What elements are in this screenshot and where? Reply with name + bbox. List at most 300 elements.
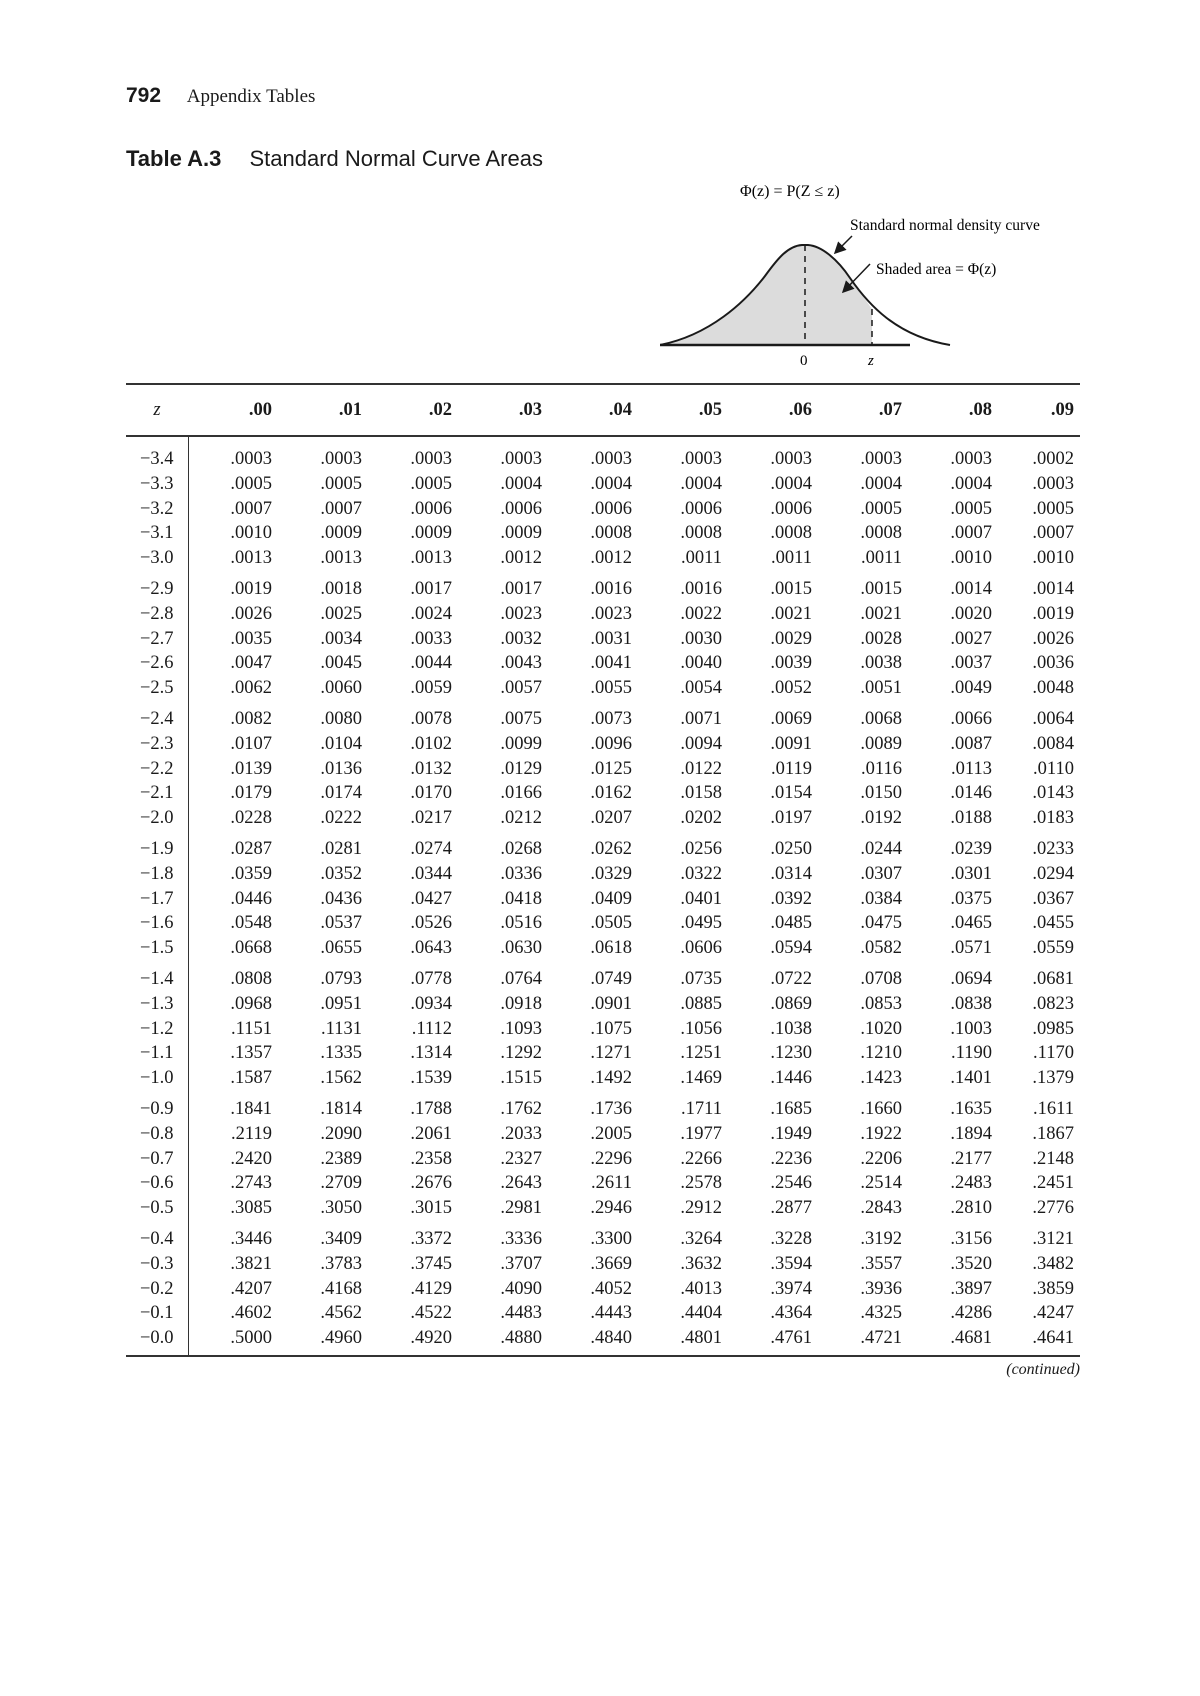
probability-cell: .0143	[1032, 783, 1074, 804]
probability-cell: .0436	[320, 888, 362, 909]
z-value-cell: −2.8	[126, 602, 188, 627]
probability-cell: .1379	[1032, 1068, 1074, 1089]
z-value-cell: −1.4	[126, 961, 188, 992]
probability-cell: .0233	[1032, 838, 1074, 859]
probability-cell: .0228	[230, 808, 272, 829]
table-row	[126, 521, 1080, 546]
probability-cell: .1292	[500, 1043, 542, 1064]
probability-cell: .0239	[950, 838, 992, 859]
probability-cell: .0853	[860, 993, 902, 1014]
probability-cell: .3192	[860, 1228, 902, 1249]
probability-cell: .2296	[590, 1148, 632, 1169]
probability-cell: .0011	[861, 548, 902, 569]
probability-cell: .3085	[230, 1198, 272, 1219]
z-value-cell: −0.1	[126, 1301, 188, 1326]
table-row	[126, 1277, 1080, 1302]
probability-cell: .1170	[1033, 1043, 1074, 1064]
probability-cell: .3228	[770, 1228, 812, 1249]
probability-cell: .1423	[860, 1068, 902, 1089]
probability-cell: .0107	[230, 733, 272, 754]
probability-cell: .0003	[500, 449, 542, 469]
table-label: Table A.3	[126, 146, 222, 171]
table-row	[126, 862, 1080, 887]
z-value-cell: −3.3	[126, 472, 188, 497]
probability-cell: .4522	[410, 1303, 452, 1324]
probability-cell: .2643	[500, 1173, 542, 1194]
probability-cell: .1635	[950, 1098, 992, 1119]
probability-cell: .0384	[860, 888, 902, 909]
probability-cell: .0016	[590, 578, 632, 599]
table-row	[126, 781, 1080, 806]
z-value-cell: −0.7	[126, 1147, 188, 1172]
z-value-cell: −2.0	[126, 806, 188, 831]
probability-cell: .2327	[500, 1148, 542, 1169]
probability-cell: .0087	[950, 733, 992, 754]
probability-cell: .0708	[860, 968, 902, 989]
probability-cell: .0003	[320, 449, 362, 469]
probability-cell: .1271	[590, 1043, 632, 1064]
table-bottom-rule	[126, 1355, 1080, 1357]
probability-cell: .0446	[230, 888, 272, 909]
probability-cell: .2420	[230, 1148, 272, 1169]
probability-cell: .0011	[771, 548, 812, 569]
probability-cell: .0024	[410, 603, 452, 624]
probability-cell: .0041	[590, 653, 632, 674]
probability-cell: .0013	[410, 548, 452, 569]
probability-cell: .4761	[770, 1328, 812, 1349]
probability-cell: .0004	[860, 473, 902, 494]
table-row	[126, 806, 1080, 831]
probability-cell: .4364	[770, 1303, 812, 1324]
probability-cell: .3745	[410, 1253, 452, 1274]
probability-cell: .0222	[320, 808, 362, 829]
probability-cell: .1469	[680, 1068, 722, 1089]
probability-cell: .0005	[950, 498, 992, 519]
z-value-cell: −2.4	[126, 701, 188, 732]
probability-cell: .0375	[950, 888, 992, 909]
probability-cell: .1335	[320, 1043, 362, 1064]
probability-cell: .0013	[230, 548, 272, 569]
probability-cell: .0418	[500, 888, 542, 909]
probability-cell: .2206	[860, 1148, 902, 1169]
probability-cell: .0006	[770, 498, 812, 519]
probability-cell: .0102	[410, 733, 452, 754]
probability-cell: .0005	[410, 473, 452, 494]
probability-cell: .0054	[680, 678, 722, 699]
probability-cell: .1894	[950, 1123, 992, 1144]
probability-cell: .0823	[1032, 993, 1074, 1014]
probability-cell: .0033	[410, 628, 452, 649]
probability-cell: .1922	[860, 1123, 902, 1144]
probability-cell: .4681	[950, 1328, 992, 1349]
probability-cell: .0005	[230, 473, 272, 494]
shaded-area-label: Shaded area = Φ(z)	[876, 261, 997, 278]
probability-cell: .0052	[770, 678, 812, 699]
probability-cell: .1210	[860, 1043, 902, 1064]
probability-cell: .0064	[1032, 708, 1074, 729]
probability-cell: .0007	[230, 498, 272, 519]
probability-cell: .4960	[320, 1328, 362, 1349]
probability-cell: .3707	[500, 1253, 542, 1274]
probability-cell: .0010	[230, 523, 272, 544]
probability-cell: .0057	[500, 678, 542, 699]
probability-cell: .4052	[590, 1278, 632, 1299]
probability-cell: .1131	[321, 1018, 362, 1039]
probability-cell: .0080	[320, 708, 362, 729]
probability-cell: .0207	[590, 808, 632, 829]
probability-cell: .0367	[1032, 888, 1074, 909]
probability-cell: .0051	[860, 678, 902, 699]
column-header: .03	[518, 399, 542, 420]
probability-cell: .0188	[950, 808, 992, 829]
normal-curve-diagram	[660, 178, 1090, 378]
probability-cell: .0516	[500, 913, 542, 934]
probability-cell: .3669	[590, 1253, 632, 1274]
probability-cell: .1762	[500, 1098, 542, 1119]
probability-cell: .0084	[1032, 733, 1074, 754]
probability-cell: .3557	[860, 1253, 902, 1274]
probability-cell: .0043	[500, 653, 542, 674]
probability-cell: .0008	[590, 523, 632, 544]
probability-cell: .3300	[590, 1228, 632, 1249]
probability-cell: .0023	[590, 603, 632, 624]
probability-cell: .1112	[411, 1018, 452, 1039]
table-row	[126, 1017, 1080, 1042]
probability-cell: .4168	[320, 1278, 362, 1299]
probability-cell: .0073	[590, 708, 632, 729]
probability-cell: .4880	[500, 1328, 542, 1349]
probability-cell: .0630	[500, 938, 542, 959]
page-header	[126, 84, 315, 108]
probability-cell: .4483	[500, 1303, 542, 1324]
probability-cell: .0003	[680, 449, 722, 469]
probability-cell: .0764	[500, 968, 542, 989]
probability-cell: .4602	[230, 1303, 272, 1324]
z-value-cell: −1.2	[126, 1017, 188, 1042]
probability-cell: .0003	[410, 449, 452, 469]
probability-cell: .0069	[770, 708, 812, 729]
probability-cell: .1587	[230, 1068, 272, 1089]
z-value-cell: −0.5	[126, 1196, 188, 1221]
probability-cell: .2033	[500, 1123, 542, 1144]
probability-cell: .2514	[860, 1173, 902, 1194]
probability-cell: .3050	[320, 1198, 362, 1219]
probability-cell: .0262	[590, 838, 632, 859]
probability-cell: .0034	[320, 628, 362, 649]
probability-cell: .0055	[590, 678, 632, 699]
probability-cell: .0089	[860, 733, 902, 754]
table-row	[126, 651, 1080, 676]
probability-cell: .0003	[950, 449, 992, 469]
column-header: .04	[608, 399, 632, 420]
probability-cell: .0059	[410, 678, 452, 699]
probability-cell: .0021	[860, 603, 902, 624]
probability-cell: .0004	[590, 473, 632, 494]
probability-cell: .0014	[1032, 578, 1074, 599]
probability-cell: .0011	[681, 548, 722, 569]
probability-cell: .0008	[860, 523, 902, 544]
probability-cell: .0934	[410, 993, 452, 1014]
probability-cell: .1711	[681, 1098, 722, 1119]
probability-cell: .4801	[680, 1328, 722, 1349]
table-row	[126, 472, 1080, 497]
probability-cell: .1867	[1032, 1123, 1074, 1144]
probability-cell: .0537	[320, 913, 362, 934]
z-value-cell: −2.5	[126, 676, 188, 701]
probability-cell: .0017	[500, 578, 542, 599]
probability-cell: .1038	[770, 1018, 812, 1039]
probability-cell: .0044	[410, 653, 452, 674]
probability-cell: .1357	[230, 1043, 272, 1064]
probability-cell: .0918	[500, 993, 542, 1014]
probability-cell: .0594	[770, 938, 812, 959]
probability-cell: .2090	[320, 1123, 362, 1144]
probability-cell: .4721	[860, 1328, 902, 1349]
z-value-cell: −2.6	[126, 651, 188, 676]
probability-cell: .0071	[680, 708, 722, 729]
probability-cell: .0256	[680, 838, 722, 859]
probability-cell: .0023	[500, 603, 542, 624]
probability-cell: .0026	[1032, 628, 1074, 649]
table-row	[126, 992, 1080, 1017]
probability-cell: .0066	[950, 708, 992, 729]
probability-cell: .0005	[1032, 498, 1074, 519]
probability-cell: .3520	[950, 1253, 992, 1274]
probability-cell: .0136	[320, 758, 362, 779]
z-value-cell: −0.6	[126, 1171, 188, 1196]
probability-cell: .1446	[770, 1068, 812, 1089]
probability-cell: .0793	[320, 968, 362, 989]
probability-cell: .0025	[320, 603, 362, 624]
probability-cell: .3897	[950, 1278, 992, 1299]
probability-cell: .4443	[590, 1303, 632, 1324]
z-table-container	[126, 383, 1080, 1379]
probability-cell: .1814	[320, 1098, 362, 1119]
probability-cell: .0008	[770, 523, 812, 544]
z-value-cell: −0.9	[126, 1091, 188, 1122]
probability-cell: .3974	[770, 1278, 812, 1299]
probability-cell: .0004	[770, 473, 812, 494]
probability-cell: .0082	[230, 708, 272, 729]
probability-cell: .2676	[410, 1173, 452, 1194]
probability-cell: .0003	[590, 449, 632, 469]
probability-cell: .1611	[1033, 1098, 1074, 1119]
probability-cell: .0006	[680, 498, 722, 519]
probability-cell: .1056	[680, 1018, 722, 1039]
probability-cell: .0985	[1032, 1018, 1074, 1039]
probability-cell: .0020	[950, 603, 992, 624]
probability-cell: .0096	[590, 733, 632, 754]
probability-cell: .0075	[500, 708, 542, 729]
probability-cell: .0287	[230, 838, 272, 859]
probability-cell: .0314	[770, 863, 812, 884]
column-header: .00	[248, 399, 272, 420]
probability-cell: .0014	[950, 578, 992, 599]
table-row	[126, 732, 1080, 757]
probability-cell: .0329	[590, 863, 632, 884]
probability-cell: .0307	[860, 863, 902, 884]
probability-cell: .0268	[500, 838, 542, 859]
probability-cell: .0004	[680, 473, 722, 494]
probability-cell: .4404	[680, 1303, 722, 1324]
probability-cell: .0016	[680, 578, 722, 599]
phi-formula: Φ(z) = P(Z ≤ z)	[740, 183, 840, 200]
probability-cell: .0007	[320, 498, 362, 519]
probability-cell: .0475	[860, 913, 902, 934]
probability-cell: .1685	[770, 1098, 812, 1119]
probability-cell: .0668	[230, 938, 272, 959]
probability-cell: .0009	[500, 523, 542, 544]
probability-cell: .1151	[231, 1018, 272, 1039]
probability-cell: .0352	[320, 863, 362, 884]
probability-cell: .0778	[410, 968, 452, 989]
probability-cell: .2389	[320, 1148, 362, 1169]
shaded-area	[660, 245, 872, 345]
probability-cell: .0026	[230, 603, 272, 624]
probability-cell: .0009	[320, 523, 362, 544]
z-value-cell: −1.7	[126, 887, 188, 912]
probability-cell: .0146	[950, 783, 992, 804]
probability-cell: .0062	[230, 678, 272, 699]
z-value-cell: −0.4	[126, 1221, 188, 1252]
table-row	[126, 1147, 1080, 1172]
table-row	[126, 1122, 1080, 1147]
probability-cell: .4840	[590, 1328, 632, 1349]
probability-cell: .0548	[230, 913, 272, 934]
table-row	[126, 602, 1080, 627]
probability-cell: .4641	[1032, 1328, 1074, 1349]
probability-cell: .0336	[500, 863, 542, 884]
probability-cell: .1093	[500, 1018, 542, 1039]
table-row	[126, 1326, 1080, 1355]
z-value-cell: −3.0	[126, 546, 188, 571]
probability-cell: .0722	[770, 968, 812, 989]
probability-cell: .0465	[950, 913, 992, 934]
probability-cell: .3482	[1032, 1253, 1074, 1274]
probability-cell: .2743	[230, 1173, 272, 1194]
probability-cell: .0045	[320, 653, 362, 674]
probability-cell: .0174	[320, 783, 362, 804]
probability-cell: .0006	[500, 498, 542, 519]
probability-cell: .0322	[680, 863, 722, 884]
probability-cell: .3783	[320, 1253, 362, 1274]
z-value-cell: −3.1	[126, 521, 188, 546]
probability-cell: .1949	[770, 1123, 812, 1144]
probability-cell: .0003	[1032, 473, 1074, 494]
probability-cell: .3264	[680, 1228, 722, 1249]
probability-cell: .0002	[1032, 449, 1074, 469]
probability-cell: .0618	[590, 938, 632, 959]
probability-cell: .1075	[590, 1018, 632, 1039]
probability-cell: .3156	[950, 1228, 992, 1249]
probability-cell: .2843	[860, 1198, 902, 1219]
probability-cell: .0139	[230, 758, 272, 779]
probability-cell: .0409	[590, 888, 632, 909]
probability-cell: .0004	[950, 473, 992, 494]
axis-zero-label: 0	[800, 353, 808, 369]
probability-cell: .2451	[1032, 1173, 1074, 1194]
probability-cell: .0037	[950, 653, 992, 674]
probability-cell: .2483	[950, 1173, 992, 1194]
probability-cell: .1539	[410, 1068, 452, 1089]
probability-cell: .2611	[591, 1173, 632, 1194]
probability-cell: .2546	[770, 1173, 812, 1194]
probability-cell: .0951	[320, 993, 362, 1014]
probability-cell: .0032	[500, 628, 542, 649]
probability-cell: .0154	[770, 783, 812, 804]
probability-cell: .0113	[951, 758, 992, 779]
table-row	[126, 1252, 1080, 1277]
probability-cell: .0274	[410, 838, 452, 859]
probability-cell: .0495	[680, 913, 722, 934]
probability-cell: .2810	[950, 1198, 992, 1219]
table-row	[126, 701, 1080, 732]
probability-cell: .1190	[951, 1043, 992, 1064]
probability-cell: .0485	[770, 913, 812, 934]
probability-cell: .2358	[410, 1148, 452, 1169]
probability-cell: .2119	[231, 1123, 272, 1144]
table-row	[126, 757, 1080, 782]
probability-cell: .0022	[680, 603, 722, 624]
probability-cell: .0559	[1032, 938, 1074, 959]
probability-cell: .4247	[1032, 1303, 1074, 1324]
z-value-cell: −0.0	[126, 1326, 188, 1355]
probability-cell: .0197	[770, 808, 812, 829]
z-value-cell: −1.0	[126, 1066, 188, 1091]
column-header: .09	[1050, 399, 1074, 420]
probability-cell: .0643	[410, 938, 452, 959]
probability-cell: .0019	[1032, 603, 1074, 624]
probability-cell: .0294	[1032, 863, 1074, 884]
column-header: .01	[338, 399, 362, 420]
table-row	[126, 961, 1080, 992]
probability-cell: .0427	[410, 888, 452, 909]
probability-cell: .0031	[590, 628, 632, 649]
probability-cell: .0606	[680, 938, 722, 959]
probability-cell: .0021	[770, 603, 812, 624]
probability-cell: .0078	[410, 708, 452, 729]
probability-cell: .0505	[590, 913, 632, 934]
probability-cell: .2912	[680, 1198, 722, 1219]
probability-cell: .0250	[770, 838, 812, 859]
probability-cell: .2061	[410, 1123, 452, 1144]
probability-cell: .1515	[500, 1068, 542, 1089]
probability-cell: .0582	[860, 938, 902, 959]
table-row	[126, 1301, 1080, 1326]
z-value-cell: −1.1	[126, 1041, 188, 1066]
probability-cell: .3015	[410, 1198, 452, 1219]
table-row	[126, 497, 1080, 522]
table-row	[126, 831, 1080, 862]
column-header: .02	[428, 399, 452, 420]
probability-cell: .0005	[320, 473, 362, 494]
probability-cell: .4129	[410, 1278, 452, 1299]
column-header: .07	[878, 399, 902, 420]
table-row	[126, 436, 1080, 472]
axis-z-label: z	[868, 353, 874, 369]
table-row	[126, 627, 1080, 652]
normal-curve-figure	[660, 178, 1090, 378]
probability-cell: .0749	[590, 968, 632, 989]
probability-cell: .0005	[860, 498, 902, 519]
table-title	[126, 146, 543, 172]
probability-cell: .0401	[680, 888, 722, 909]
probability-cell: .3632	[680, 1253, 722, 1274]
z-value-cell: −2.7	[126, 627, 188, 652]
table-row	[126, 1196, 1080, 1221]
z-value-cell: −2.9	[126, 571, 188, 602]
probability-cell: .0010	[1032, 548, 1074, 569]
